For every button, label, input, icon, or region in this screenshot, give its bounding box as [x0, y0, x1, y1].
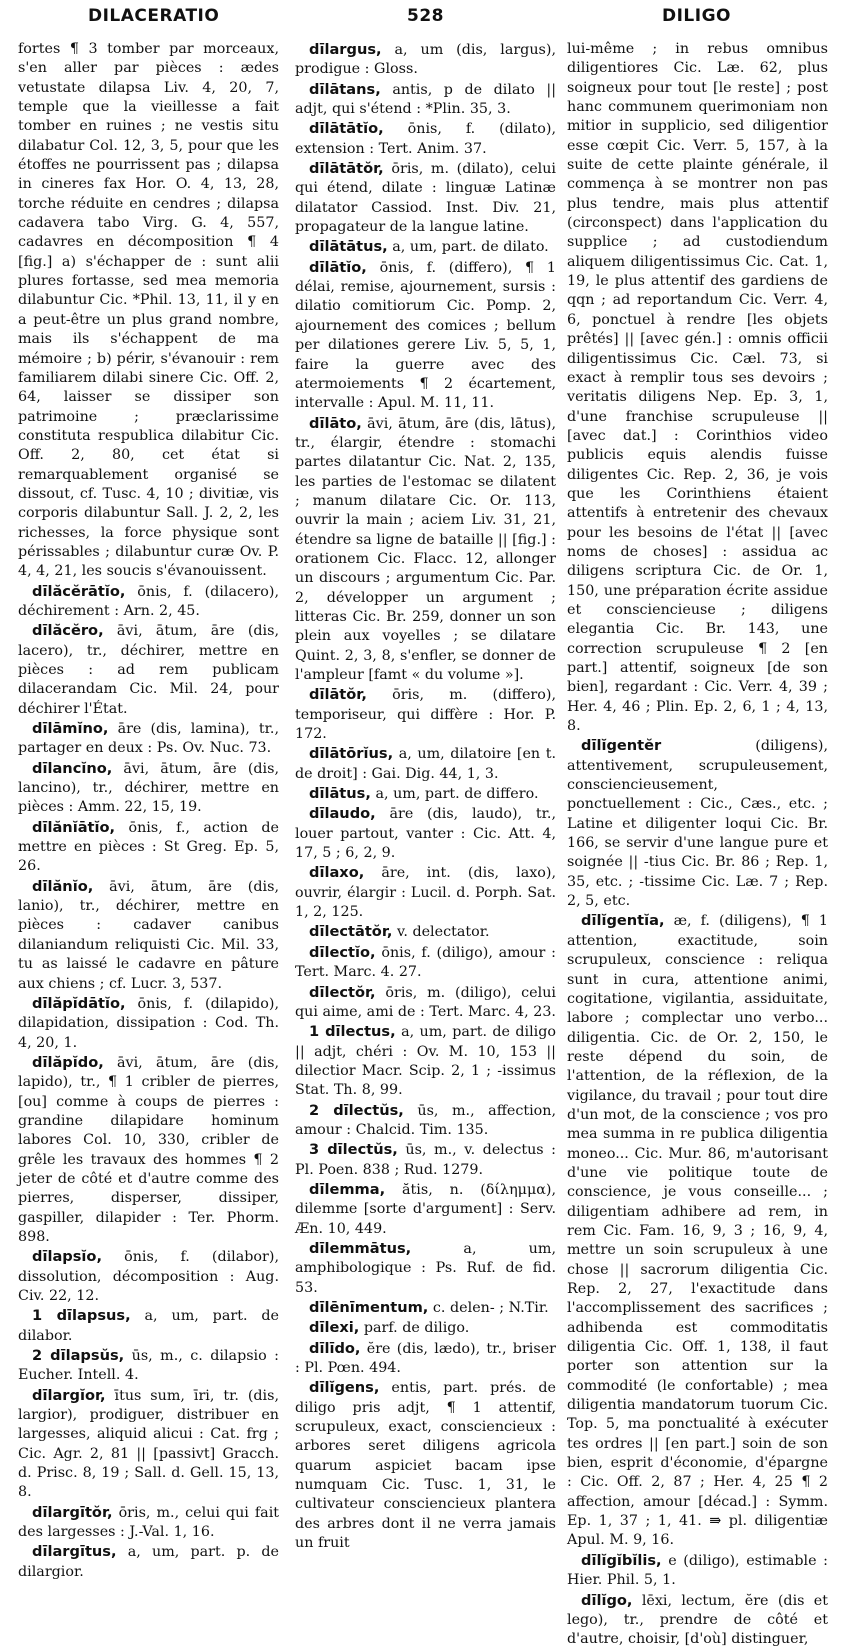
dictionary-entry: [295, 943, 556, 983]
entry-headword: dīlargītŏr,: [32, 1503, 113, 1521]
dictionary-entry: [567, 1591, 828, 1650]
entry-text: āre (dis, lamina), tr., partager en deux : Ps. Ov. Nuc. 73.: [18, 721, 279, 757]
dictionary-entry: [18, 1346, 279, 1386]
entry-text: ōnis, f., action de mettre en pièces : St Greg. Ep. 5, 26.: [18, 819, 279, 875]
entry-headword: dīlapsĭo,: [32, 1248, 103, 1266]
entry-text: a, um, part. p. de dilargior.: [18, 1544, 280, 1580]
entry-text: ōnis, f. (diligo), amour : Tert. Marc. 4. 27.: [295, 944, 556, 981]
dictionary-entry: [295, 804, 556, 863]
dictionary-entry: [295, 1022, 556, 1100]
column-right: [567, 40, 829, 1648]
entry-text: a, um, part. de diligo || adjt, chéri : Ov. M. 10, 153 || dilectior Macr. Scip. 2, 1 ; -issimus Stat. Th. 8, 99.: [295, 1024, 556, 1099]
entry-headword: 1 dīlapsus,: [32, 1307, 131, 1325]
entry-headword: dīlātōrĭus,: [309, 745, 394, 763]
entry-headword: dīlīdo,: [309, 1339, 361, 1357]
entry-text: parf. de diligo.: [363, 1320, 470, 1337]
entry-text: ōnis, f. (dilabor), dissolution, décomposition : Aug. Civ. 22, 12.: [18, 1249, 279, 1304]
page-header: [0, 0, 841, 34]
entry-text: ōris, m., celui qui fait des largesses : J.-Val. 1, 16.: [18, 1504, 280, 1541]
entry-headword: dīlātus,: [309, 785, 371, 803]
entry-headword: dīlăcĕro,: [32, 622, 104, 640]
dictionary-entry: [567, 911, 828, 1550]
entry-text: ūs, m., v. delectus : Pl. Poen. 838 ; Rud. 1279.: [295, 1142, 556, 1178]
entry-headword: dīlĭgentĕr: [581, 737, 662, 755]
dictionary-entry: [18, 1306, 279, 1346]
entry-text: c. delen- ; N.Tir.: [432, 1300, 549, 1316]
dictionary-entry: [18, 994, 279, 1053]
entry-headword: dīlātātus,: [309, 238, 388, 256]
entry-headword: 2 dīlapsŭs,: [32, 1347, 125, 1365]
entry-text: āre, int. (dis, laxo), ouvrir, élargir : Lucil. d. Porph. Sat. 1, 2, 125.: [295, 865, 557, 921]
entry-headword: dīlăpĭdātĭo,: [32, 994, 126, 1012]
dictionary-entry: [18, 1503, 279, 1543]
entry-headword: dīlāto,: [309, 414, 362, 432]
entry-headword: dīlargītus,: [32, 1543, 117, 1561]
dictionary-entry: [18, 1053, 279, 1247]
entry-text: ĕre (dis, lædo), tr., briser : Pl. Pœn. 494.: [295, 1340, 556, 1377]
entry-text: ōris, m. (differo), temporiseur, qui diffère : Hor. P. 172.: [295, 687, 556, 743]
entry-text: āvi, ātum, āre (dis, lanio), tr., déchirer, mettre en pièces : cadaver canibus dilaniandum reliquisti Cic. Mil. 33, tu as laissé le cadavre en pâture aux chiens ; cf. Lucr. 3, 537.: [18, 878, 279, 992]
entry-headword: dīlargĭor,: [32, 1386, 106, 1404]
dictionary-entry: [295, 784, 556, 804]
entry-headword: dīlĭgens,: [309, 1379, 380, 1397]
entry-headword: dīlăcĕrātĭo,: [32, 582, 126, 600]
dictionary-entry: [295, 40, 556, 80]
dictionary-entry: [295, 258, 556, 414]
entry-headword: dīlănĭo,: [32, 877, 94, 895]
entry-text: ītus sum, īri, tr. (dis, largior), prodiguer, distribuer en largesses, aliquid alicui : Cat. frg ; Cic. Agr. 2, 81 || [passivt] Gracch. d. Prisc. 8, 19 ; Sall. d. Gell. 15, 13, 8.: [18, 1387, 280, 1501]
dictionary-entry: [295, 744, 556, 784]
dictionary-entry: [295, 414, 556, 686]
entry-headword: dīlĭgĭbĭlis,: [581, 1551, 662, 1569]
entry-headword: dīlātātĭo,: [309, 120, 384, 138]
entry-headword: dīlectŏr,: [309, 983, 376, 1001]
entry-text: ōnis, f. (dilapido), dilapidation, dissipation : Cod. Th. 4, 20, 1.: [18, 995, 279, 1051]
entry-headword: dīlexi,: [309, 1319, 360, 1337]
entry-headword: 3 dīlectŭs,: [309, 1141, 398, 1159]
entry-headword: dīlemmātus,: [309, 1239, 412, 1257]
entry-headword: dīlātātŏr,: [309, 160, 384, 178]
entry-text: v. delectator.: [396, 924, 490, 941]
entry-text: āvi, ātum, āre (dis, lancino), tr., déchirer, mettre en pièces : Amm. 22, 15, 19.: [18, 760, 280, 816]
entry-headword: dīlātans,: [309, 80, 381, 98]
dictionary-entry: [18, 877, 279, 994]
page-number: 528: [407, 6, 444, 26]
dictionary-entry: [18, 1247, 279, 1306]
entry-headword: 1 dīlectus,: [309, 1023, 396, 1041]
entry-headword: dīlēnīmentum,: [309, 1299, 429, 1316]
entry-headword: dīlātĭo,: [309, 258, 367, 276]
entry-text: entis, part. prés. de diligo pris adjt, ¶ 1 attentif, scrupuleux, exact, consciencieux : arbores seret diligens agricola quarum aspiciet bacam ipse numquam Cic. Tusc. 1, 31, le cultivateur consciencieux plantera des arbres dont il ne verra jamais un fruit: [295, 1380, 557, 1552]
dictionary-entry: [295, 685, 556, 744]
entry-text: a, um, amphibologique : Ps. Ruf. de fid. 53.: [295, 1240, 556, 1296]
dictionary-entry: [18, 818, 279, 877]
entry-headword: dīlăpĭdo,: [32, 1053, 104, 1071]
entry-headword: 2 dīlectŭs,: [309, 1101, 404, 1119]
entry-text: āvi, ātum, āre (dis, lacero), tr., déchirer, mettre en pièces : ad rem publicam dilacerandam Cic. Mil. 24, pour déchirer l'État.: [18, 623, 280, 717]
entry-text: lēxi, lectum, ĕre (dis et lego), tr., prendre de côté et d'autre, choisir, [d'où] distinguer,: [567, 1592, 829, 1648]
dictionary-entry: [18, 621, 279, 719]
entry-headword: dīlĭgentĭa,: [581, 912, 665, 930]
entry-text: ūs, m., affection, amour : Chalcid. Tim. 135.: [295, 1102, 557, 1138]
dictionary-entry: [18, 1386, 279, 1503]
dictionary-entry: [18, 759, 279, 818]
entry-text: e (diligo), estimable : Hier. Phil. 5, 1.: [567, 1552, 829, 1589]
dictionary-entry: [18, 582, 279, 622]
dictionary-entry: [295, 1378, 556, 1553]
entry-text: antis, p de dilato || adjt, qui s'étend : *Plin. 35, 3.: [295, 81, 557, 118]
entry-text: fortes ¶ 3 tomber par morceaux, s'en aller par pièces : ædes vetustate dilapsa Liv. 4, 20, 7, temple que la vieillesse a fait tomber en ruines ; ne vestis situ dilabatur Col. 12, 3, 5, pour que les étoffes ne pourrissent pas ; dilapsa in cineres fax Hor. O. 4, 13, 28, torche réduite en cendres ; dilapsa cadavera tabo Virg. G. 4, 557, cadavres en décomposition ¶ 4 [fig.] a) s'échapper de : sunt alii plures fortasse, sed mea memoria dilabuntur Cic. *Phil. 13, 11, il y en a peut-être un plus grand nombre, mais ils s'échappent de ma mémoire ; b) périr, s'évanouir : rem familiarem dilabi sinere Cic. Off. 2, 64, laisser se dissiper son patrimoine ; præclarissime constituta respublica dilabitur Cic. Off. 2, 80, cet état si remarquablement organisé se dissout, cf. Tusc. 4, 10 ; divitiæ, vis corporis dilabuntur Sall. J. 2, 2, les richesses, la force physique sont périssables ; dilabuntur curæ Ov. P. 4, 4, 21, les soucis s'évanouissent.: [18, 41, 279, 580]
dictionary-entry: [295, 237, 556, 257]
entry-text: a, um, dilatoire [en t. de droit] : Gai. Dig. 44, 1, 3.: [295, 746, 557, 782]
dictionary-entry: [18, 719, 279, 759]
entry-headword: dīlectātŏr,: [309, 923, 393, 941]
running-head-right: DILIGO: [662, 6, 731, 26]
entry-text: æ, f. (diligens), ¶ 1 attention, exactitude, soin scrupuleux, conscience : reliqua sunt in cura, attentione animi, cogitatione, vigilantia, assiduitate, labore ; complectar uno verbo... diligentia. Cic. de Or. 2, 150, le reste dépend du soin, de l'attention, de la réflexion, de la vigilance, du travail ; pour tout dire d'un mot, de la conscience ; vos pro mea summa in re publica diligentia moneo... Cic. Mur. 86, m'autorisant d'une vie politique toute de conscience, je vous conseille... ; diligentiam adhibere ad rem, in rem Cic. Fam. 16, 9, 3 ; 16, 9, 4, mettre un soin scrupuleux à une chose || sacrorum diligentia Cic. Rep. 2, 27, l'exactitude dans l'accomplissement des sacrifices ; adhibenda est commoditatis diligentia Cic. Off. 1, 138, il faut porter son attention sur la commodité (le confortable) ; mea diligentia mandatorum tuorum Cic. Top. 5, ma ponctualité à exécuter tes ordres || [en part.] soin de son bien, esprit d'économie, d'épargne : Cic. Off. 2, 87 ; Her. 4, 25 ¶ 2 affection, amour [décad.] : Symm. Ep. 1, 37 ; 1, 41. ⇛ pl. diligentiæ Apul. M. 9, 16.: [567, 913, 828, 1549]
dictionary-entry: [295, 983, 556, 1023]
dictionary-entry: [567, 40, 828, 736]
dictionary-entry: [567, 736, 828, 911]
running-head-left: DILACERATIO: [88, 6, 220, 26]
dictionary-entry: [18, 1542, 279, 1582]
dictionary-entry: [295, 863, 556, 922]
dictionary-entry: [18, 40, 279, 582]
entry-headword: dīlectĭo,: [309, 943, 376, 961]
entry-headword: dīlemma,: [309, 1180, 386, 1198]
dictionary-entry: [567, 1551, 828, 1591]
dictionary-entry: [295, 1101, 556, 1141]
entry-text: āvi, ātum, āre (dis, lātus), tr., élargir, étendre : stomachi partes dilatantur Cic. Nat. 2, 135, les parties de l'estomac se dilatent ; manum dilatare Cic. Or. 113, ouvrir la main ; aciem Liv. 31, 21, étendre sa ligne de bataille || [fig.] : orationem Cic. Flacc. 12, allonger un discours ; argumentum Cic. Par. 2, développer un argument ; litteras Cic. Br. 259, donner un son plein aux voyelles ; se dilatare Quint. 2, 3, 8, s'enfler, se donner de l'ampleur [famt « du volume »].: [295, 415, 556, 683]
dictionary-entry: [295, 1298, 556, 1318]
entry-headword: dīlāmĭno,: [32, 720, 109, 738]
dictionary-entry: [295, 1180, 556, 1239]
dictionary-entry: [295, 1339, 556, 1379]
dictionary-entry: [295, 159, 556, 237]
dictionary-entry: [295, 1140, 556, 1180]
dictionary-entry: [295, 80, 556, 120]
entry-text: lui-même ; in rebus omnibus diligentiores Cic. Læ. 62, plus soigneux pour tout [le reste] ; post hanc communem querimoniam non mitior in supplicio, sed diligentior esse cœpit Cic. Verr. 5, 157, à la suite de cette plainte générale, il commença à se montrer non pas plus tendre, mais plus attentif (circonspect) dans l'application du supplice ; ad custodiendum aliquem diligentissimus Cic. Cat. 1, 19, le plus attentif des gardiens de qqn ; ad reportandum Cic. Verr. 4, 6, ponctuel à rendre [les objets prêtés] || [avec gén.] : omnis officii diligentissimus Cic. Cæl. 73, si exact à remplir tous ses devoirs ; veritatis diligens Nep. Ep. 3, 1, d'une franchise scrupuleuse || [avec dat.] : Corinthios video publicis equis alendis fuisse diligentes Cic. Rep. 2, 36, je vois que les Corinthiens étaient attentifs à entretenir des chevaux pour les besoins de l'état || [avec noms de choses] : assidua ac diligens scriptura Cic. de Or. 1, 150, une préparation écrite assidue et consciencieuse ; diligens elegantia Cic. Br. 143, une correction scrupuleuse ¶ 2 [en part.] attentif, soigneux [de son bien], regardant : Cic. Verr. 4, 39 ; Her. 4, 46 ; Plin. Ep. 2, 6, 1 ; 4, 13, 8.: [567, 41, 828, 735]
entry-text: a, um, part. de dilato.: [392, 239, 549, 256]
entry-text: ōnis, f. (differo), ¶ 1 délai, remise, ajournement, sursis : dilatio comitiorum Cic. Pomp. 2, ajournement des comices ; bellum per dilationes gerere Liv. 5, 5, 1, faire la guerre avec des atermoiements ¶ 2 écartement, intervalle : Apul. M. 11, 11.: [295, 259, 557, 412]
entry-text: ōris, m. (diligo), celui qui aime, ami de : Tert. Marc. 4, 23.: [295, 984, 556, 1020]
entry-text: a, um (dis, largus), prodigue : Gloss.: [295, 42, 557, 78]
entry-headword: dīlănĭātĭo,: [32, 818, 116, 836]
entry-text: (diligens), attentivement, scrupuleusement, consciencieusement, ponctuellement : Cic., Cæs., etc. ; Latine et diligenter loqui Cic. Br. 166, se servir d'une langue pure et soignée || -tius Cic. Br. 86 ; Rep. 1, 35, etc. ; -tissime Cic. Læ. 7 ; Rep. 2, 5, etc.: [567, 738, 828, 910]
column-left: [18, 40, 280, 1580]
dictionary-entry: [295, 922, 556, 942]
entry-text: āvi, ātum, āre (dis, lapido), tr., ¶ 1 cribler de pierres, [ou] comme à coups de pierres : grandine dilapidare hominum labores Col. 10, 330, cribler de grêle les travaux des hommes ¶ 2 jeter de côté et d'autre comme des pierres, disperser, dissiper, gaspiller, dilapider : Ter. Phorm. 898.: [18, 1054, 279, 1245]
entry-text: a, um, part. de differo.: [375, 786, 539, 803]
entry-headword: dīlancĭno,: [32, 759, 113, 777]
entry-text: ătis, n. (δίλημμα), dilemme [sorte d'argument] : Serv. Æn. 10, 449.: [295, 1181, 557, 1237]
entry-text: ūs, m., c. dilapsio : Eucher. Intell. 4.: [18, 1348, 279, 1384]
entry-text: a, um, part. de dilabor.: [18, 1308, 279, 1344]
entry-headword: dīlātŏr,: [309, 686, 367, 704]
entry-headword: dīlargus,: [309, 41, 382, 58]
dictionary-entry: [295, 119, 556, 159]
dictionary-entry: [295, 1318, 556, 1338]
entry-headword: dīlaxo,: [309, 864, 365, 882]
entry-text: ōnis, f. (dilato), extension : Tert. Anim. 37.: [295, 121, 556, 157]
entry-text: ōnis, f. (dilacero), déchirement : Arn. 2, 45.: [18, 583, 279, 619]
entry-text: āre (dis, laudo), tr., louer partout, vanter : Cic. Att. 4, 17, 5 ; 6, 2, 9.: [295, 806, 556, 862]
entry-headword: dīlĭgo,: [581, 1591, 633, 1609]
entry-text: ōris, m. (dilato), celui qui étend, dilate : linguæ Latinæ dilatator Cassiod. Inst. Div. 21, propagateur de la langue latine.: [295, 161, 557, 236]
entry-headword: dīlaudo,: [309, 805, 376, 823]
dictionary-entry: [295, 1239, 556, 1298]
column-middle: [295, 40, 557, 1552]
